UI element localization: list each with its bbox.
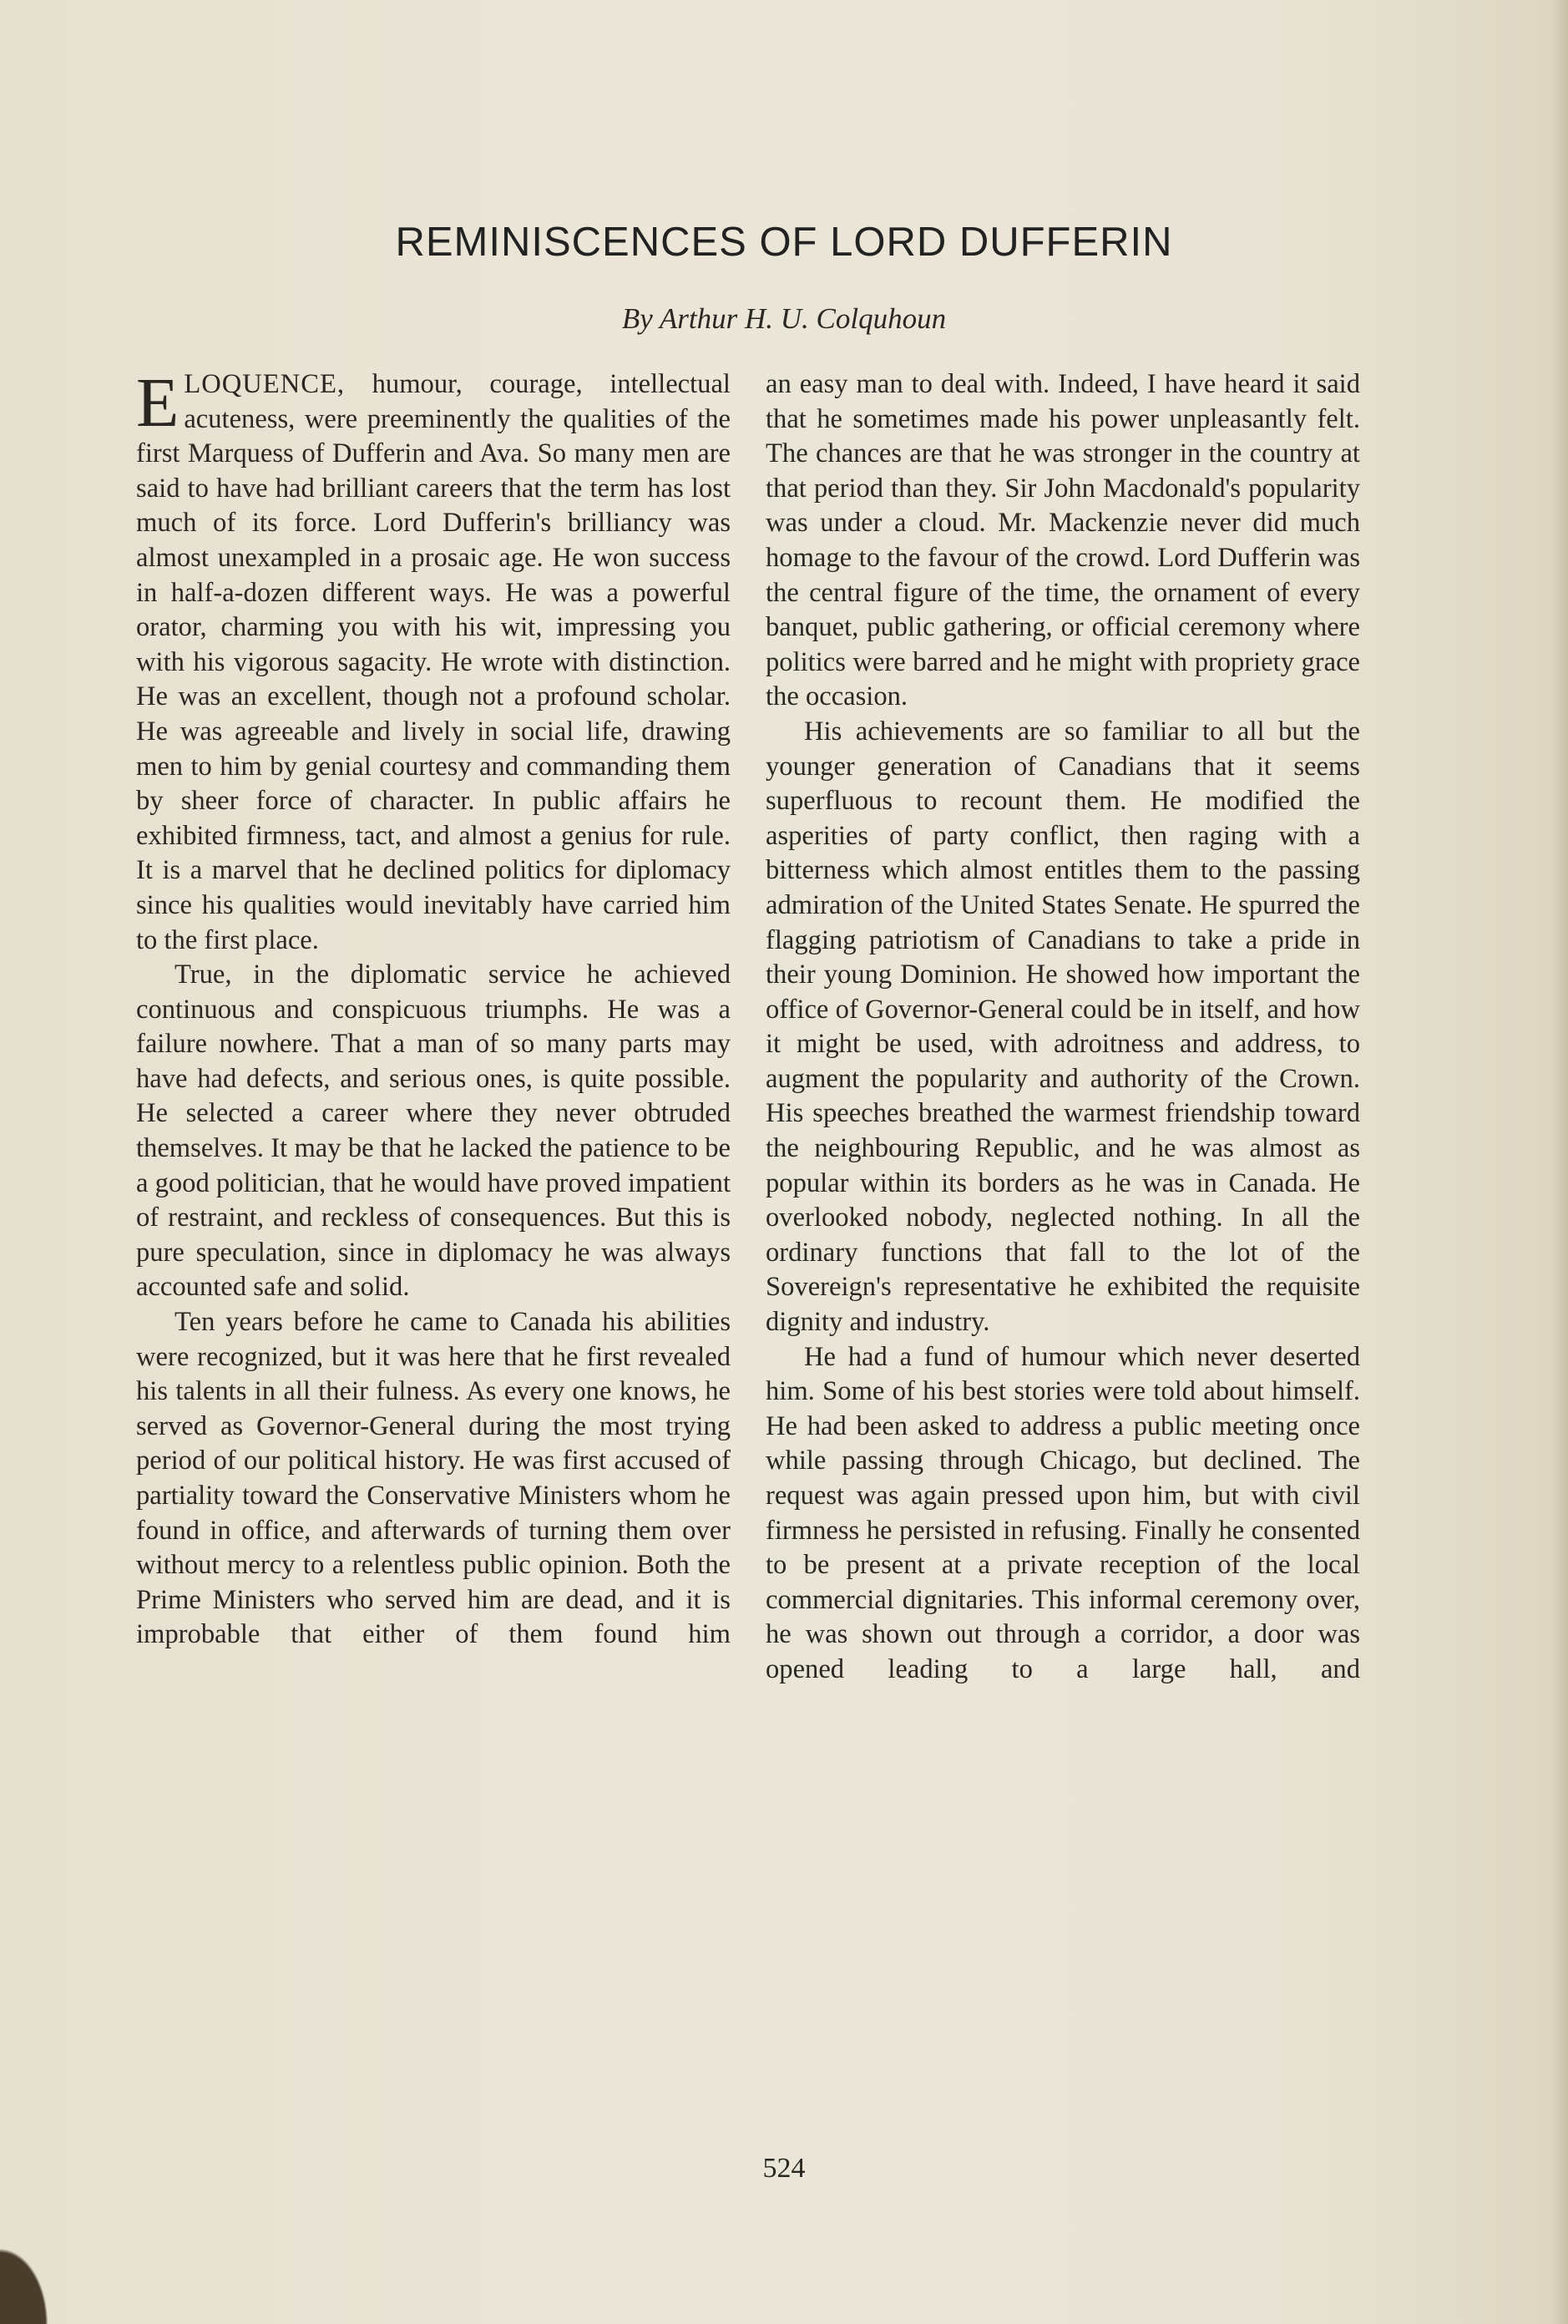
lead-word: LOQUENCE, (184, 369, 345, 399)
paragraph-1 (136, 364, 731, 958)
paragraph-3-continued: an easy man to deal with. Indeed, I have heard it said that he sometimes made his power unpleasantly felt. The chances are that he was stronger in the country at that period than they. Sir John Macdonald's popularity was under a cloud. Mr. Mackenzie never did much homage to the favour of the crowd. Lord Dufferin was the central figure of the time, the ornament of every banquet, public gathering, or official ceremony where politics were barred and he might with propriety grace the occasion. (766, 369, 1360, 712)
page-number: 524 (762, 2153, 806, 2184)
paragraph-3: Ten years before he came to Canada his abilities were recognized, but it was here that he first revealed his talents in all their fulness. As every one knows, he served as Governor-General during the most trying period of our political history. He was first accused of partiality toward the Conservative Ministers whom he found in office, and afterwards of turning them over without mercy to a relentless public opinion. Both the Prime Ministers who served him are dead, and it is improbable that either of them found him (136, 1307, 731, 1650)
paragraph-2: True, in the diplomatic service he achieved continuous and conspicuous triumphs. He was a failure nowhere. That a man of so many parts may have had defects, and serious ones, is quite possible. He selected a career where they never obtruded themselves. It may be that he lacked the patience to be a good politician, that he would have proved impatient of restraint, and reckless of consequences. But this is pure speculation, since in diplomacy he was always accounted safe and solid. (136, 959, 731, 1303)
article-title: REMINISCENCES OF LORD DUFFERIN (395, 220, 1173, 265)
left-column (136, 364, 731, 1653)
paragraph-1-body: humour, courage, intellectual acuteness, were preeminently the qualities of the first Marquess of Dufferin and Ava. So many men are said to have had brilliant careers that the term has lost much of its force. Lord Dufferin's brilliancy was almost unexampled in a prosaic age. He won success in half-a-dozen different ways. He was a powerful orator, charming you with his wit, impressing you with his vigorous sagacity. He wrote with distinction. He was an excellent, though not a profound scholar. He was agreeable and lively in social life, drawing men to him by genial courtesy and commanding them by sheer force of character. In public affairs he exhibited firmness, tact, and almost a genius for rule. It is a marvel that he declined politics for diplomacy since his qualities would inevitably have carried him to the first place. (136, 369, 731, 955)
right-column (766, 367, 1360, 1688)
drop-cap: E (136, 364, 180, 442)
paragraph-5: He had a fund of humour which never deserted him. Some of his best stories were told about himself. He had been asked to address a public meeting once while passing through Chicago, but declined. The request was again pressed upon him, but with civil firmness he persisted in refusing. Finally he consented to be present at a private reception of the local commercial dignitaries. This informal ceremony over, he was shown out through a corridor, a door was opened leading to a large hall, and (766, 1341, 1360, 1684)
paragraph-4: His achievements are so familiar to all but the younger generation of Canadians that it seems superfluous to recount them. He modified the asperities of party conflict, then raging with a bitterness which almost entitles them to the passing admiration of the United States Senate. He spurred the flagging patriotism of Canadians to take a pride in their young Dominion. He showed how important the office of Governor-General could be in itself, and how it might be used, with adroitness and address, to augment the popularity and authority of the Crown. His speeches breathed the warmest friendship toward the neighbouring Republic, and he was almost as popular within its borders as he was in Canada. He overlooked nobody, neglected nothing. In all the ordinary functions that fall to the lot of the Sovereign's representative he exhibited the requisite dignity and industry. (766, 716, 1360, 1338)
corner-stain (0, 2232, 58, 2324)
page-edge (1550, 0, 1568, 2324)
article-byline: By Arthur H. U. Colquhoun (621, 302, 947, 335)
